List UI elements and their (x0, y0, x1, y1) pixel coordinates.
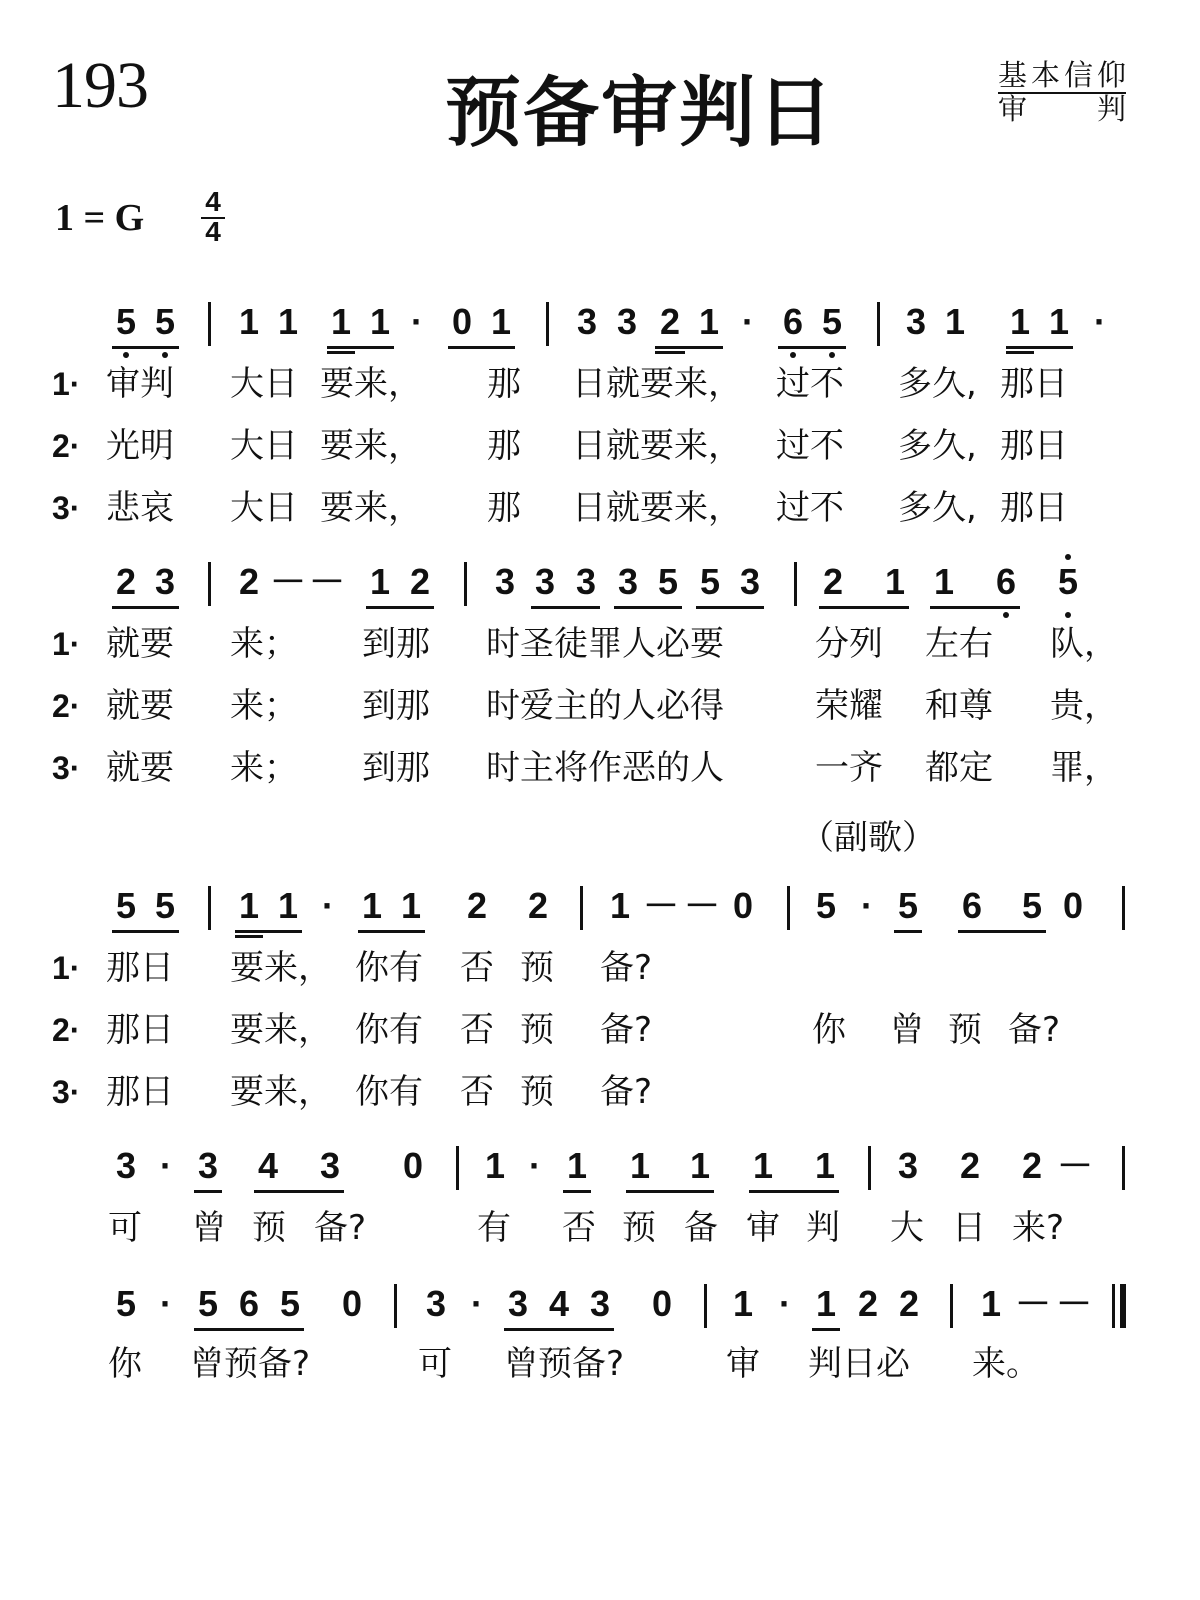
melody-line (0, 556, 1200, 616)
bar-line (787, 886, 790, 930)
lyric-text: 悲哀 (106, 488, 174, 528)
note: 0 (651, 1283, 673, 1324)
lyric-text: 要来， (320, 364, 422, 404)
verse-number: 3· (52, 1074, 81, 1110)
lyric-text: 预 (520, 1072, 554, 1112)
note: 1 (1009, 301, 1031, 342)
low-octave-dot (1003, 612, 1009, 618)
lyric-text: 要来， (230, 1072, 332, 1112)
note: · (160, 1145, 172, 1186)
lyric-text: 来； (230, 686, 298, 726)
lyric-text: 大 (890, 1208, 924, 1248)
note: 1 (400, 885, 422, 926)
note: 2 (115, 561, 137, 602)
lyric-text: 那日 (1000, 426, 1068, 466)
note: 5 (657, 561, 679, 602)
note: 4 (257, 1145, 279, 1186)
note: 1 (1048, 301, 1070, 342)
lyric-text: 你有 (355, 1010, 423, 1050)
note: · (160, 1283, 172, 1324)
lyric-text: 就要 (106, 748, 174, 788)
melody-line (0, 1278, 1200, 1338)
lyric-text: 那日 (106, 1072, 174, 1112)
note: 2 (409, 561, 431, 602)
lyric-text: 你 (108, 1344, 142, 1384)
note: 3 (576, 301, 598, 342)
note: － (1055, 1283, 1093, 1324)
note: 5 (699, 561, 721, 602)
beam-double-underline (1006, 351, 1034, 354)
note: 0 (402, 1145, 424, 1186)
low-octave-dot (790, 352, 796, 358)
note: － (683, 885, 721, 926)
note: 0 (1062, 885, 1084, 926)
hymn-subcategory: 审 判 (998, 92, 1126, 126)
lyric-text: 就要 (106, 686, 174, 726)
lyric-line (0, 622, 1200, 666)
bar-line (1112, 1284, 1115, 1328)
note: 1 (815, 1283, 837, 1324)
beam-underline (112, 930, 179, 933)
note: 6 (782, 301, 804, 342)
note: 1 (980, 1283, 1002, 1324)
lyric-text: 都定 (925, 748, 993, 788)
lyric-text: 要来， (320, 488, 422, 528)
lyric-text: 大日 (230, 364, 298, 404)
hymn-number: 193 (52, 49, 148, 122)
note: 6 (961, 885, 983, 926)
note: 3 (616, 301, 638, 342)
lyric-text: 可 (108, 1208, 142, 1248)
note: · (742, 301, 754, 342)
note: 1 (330, 301, 352, 342)
beam-underline (194, 1328, 304, 1331)
note: 1 (277, 301, 299, 342)
lyric-line (0, 746, 1200, 790)
note: 1 (566, 1145, 588, 1186)
lyric-text: 那日 (1000, 488, 1068, 528)
time-signature-bottom: 4 (205, 216, 221, 247)
lyric-text: 可 (418, 1344, 452, 1384)
lyric-line (0, 362, 1200, 406)
lyric-text: 时爱主的人必得 (486, 686, 724, 726)
note: － (1014, 1283, 1052, 1324)
lyric-text: 要来， (320, 426, 422, 466)
verse-number: 2· (52, 688, 81, 724)
lyric-text: 过不 (776, 364, 844, 404)
lyric-text: 要来， (230, 948, 332, 988)
beam-underline (894, 930, 922, 933)
beam-double-underline (655, 351, 685, 354)
lyric-text: 过不 (776, 426, 844, 466)
beam-double-underline (327, 351, 355, 354)
low-octave-dot (1065, 612, 1071, 618)
beam-underline (366, 606, 434, 609)
note: 3 (154, 561, 176, 602)
note: 5 (1021, 885, 1043, 926)
lyric-text: 日 (952, 1208, 986, 1248)
lyric-line (0, 946, 1200, 990)
beam-underline (778, 346, 846, 349)
lyric-text: 来； (230, 624, 298, 664)
beam-underline (1006, 346, 1073, 349)
beam-underline (112, 346, 179, 349)
note: 1 (689, 1145, 711, 1186)
bar-line (794, 562, 797, 606)
lyric-text: 否 (460, 1010, 494, 1050)
note: 1 (732, 1283, 754, 1324)
bar-line (464, 562, 467, 606)
lyric-text: 你有 (355, 948, 423, 988)
note: 0 (451, 301, 473, 342)
note: 5 (154, 301, 176, 342)
lyric-text: 大日 (230, 488, 298, 528)
lyric-text: 否 (460, 948, 494, 988)
lyric-text: 一齐 (815, 748, 883, 788)
note: 3 (575, 561, 597, 602)
beam-underline (327, 346, 394, 349)
lyric-text: 预 (520, 1010, 554, 1050)
verse-number: 1· (52, 366, 81, 402)
melody-line (0, 296, 1200, 356)
note: 2 (527, 885, 549, 926)
lyric-text: 曾 (890, 1010, 924, 1050)
lyric-text: 否 (562, 1208, 596, 1248)
note: 3 (319, 1145, 341, 1186)
beam-underline (958, 930, 1046, 933)
note: 5 (197, 1283, 219, 1324)
lyric-text: 来； (230, 748, 298, 788)
lyric-text: 备? (600, 948, 653, 988)
bar-line (877, 302, 880, 346)
lyric-text: 多久, (898, 426, 977, 466)
refrain-label: （副歌） (800, 818, 936, 858)
beam-underline (112, 606, 179, 609)
note: 5 (815, 885, 837, 926)
note: 5 (115, 1283, 137, 1324)
note: － (269, 561, 307, 602)
lyric-line (0, 1008, 1200, 1052)
beam-underline (696, 606, 764, 609)
bar-line (456, 1146, 459, 1190)
note: 6 (238, 1283, 260, 1324)
note: 1 (490, 301, 512, 342)
note: 3 (905, 301, 927, 342)
note: 1 (698, 301, 720, 342)
note: 2 (238, 561, 260, 602)
note: 1 (277, 885, 299, 926)
lyric-text: 日就要来， (572, 488, 742, 528)
lyric-text: 和尊 (925, 686, 993, 726)
bar-line (868, 1146, 871, 1190)
low-octave-dot (829, 352, 835, 358)
lyric-text: 判日必 (808, 1344, 910, 1384)
lyric-text: 贵， (1050, 686, 1118, 726)
lyric-text: 要来， (230, 1010, 332, 1050)
note: 3 (589, 1283, 611, 1324)
note: 6 (995, 561, 1017, 602)
lyric-text: 荣耀 (815, 686, 883, 726)
lyric-text: 就要 (106, 624, 174, 664)
note: 2 (959, 1145, 981, 1186)
final-bar-line (1120, 1284, 1126, 1328)
lyric-text: 多久, (898, 488, 977, 528)
lyric-text: 过不 (776, 488, 844, 528)
note: 1 (238, 885, 260, 926)
note: 5 (115, 885, 137, 926)
hymn-title: 预备审判日 (445, 68, 835, 157)
lyric-line (0, 486, 1200, 530)
lyric-text: 那日 (1000, 364, 1068, 404)
verse-number: 1· (52, 626, 81, 662)
bar-line (1122, 886, 1125, 930)
low-octave-dot (162, 352, 168, 358)
bar-line (208, 302, 211, 346)
verse-number: 3· (52, 490, 81, 526)
note: · (471, 1283, 483, 1324)
lyric-text: 分列 (815, 624, 883, 664)
lyric-text: 那日 (106, 948, 174, 988)
note: 5 (279, 1283, 301, 1324)
lyric-text: 左右 (925, 624, 993, 664)
note: 5 (897, 885, 919, 926)
note: 3 (739, 561, 761, 602)
lyric-text: 曾预备? (504, 1344, 625, 1384)
note: 2 (898, 1283, 920, 1324)
beam-underline (504, 1328, 614, 1331)
beam-underline (749, 1190, 839, 1193)
beam-underline (235, 930, 302, 933)
key-signature: 1 = G (55, 197, 145, 239)
note: 5 (154, 885, 176, 926)
lyric-text: 曾预备? (190, 1344, 311, 1384)
note: 1 (814, 1145, 836, 1186)
hymn-category: 基本信仰 (998, 58, 1126, 92)
lyric-text: 有 (477, 1208, 511, 1248)
lyric-line (0, 1342, 1200, 1386)
lyric-line (0, 684, 1200, 728)
lyric-text: 大日 (230, 426, 298, 466)
lyric-text: 日就要来， (572, 364, 742, 404)
note: 4 (548, 1283, 570, 1324)
lyric-text: 到那 (362, 624, 430, 664)
note: · (411, 301, 423, 342)
lyric-text: 多久, (898, 364, 977, 404)
lyric-text: 备? (1008, 1010, 1061, 1050)
note: · (1094, 301, 1106, 342)
note: · (861, 885, 873, 926)
lyric-text: 那日 (106, 1010, 174, 1050)
lyric-text: 来? (1012, 1208, 1065, 1248)
beam-underline (358, 930, 425, 933)
note: 3 (425, 1283, 447, 1324)
lyric-text: 到那 (362, 686, 430, 726)
lyric-text: 备? (600, 1010, 653, 1050)
lyric-text: 预 (252, 1208, 286, 1248)
note: 3 (115, 1145, 137, 1186)
lyric-text: 光明 (106, 426, 174, 466)
bar-line (208, 562, 211, 606)
note: － (642, 885, 680, 926)
note: 5 (821, 301, 843, 342)
beam-underline (812, 1328, 840, 1331)
bar-line (208, 886, 211, 930)
beam-underline (655, 346, 723, 349)
note: 0 (341, 1283, 363, 1324)
bar-line (580, 886, 583, 930)
verse-number: 3· (52, 750, 81, 786)
beam-underline (448, 346, 515, 349)
note: 3 (494, 561, 516, 602)
time-signature-top: 4 (205, 186, 221, 217)
beam-underline (531, 606, 600, 609)
note: 1 (238, 301, 260, 342)
note: 2 (822, 561, 844, 602)
bar-line (704, 1284, 707, 1328)
lyric-text: 那 (487, 364, 521, 404)
beam-underline (194, 1190, 222, 1193)
beam-underline (254, 1190, 344, 1193)
lyric-text: 你有 (355, 1072, 423, 1112)
lyric-text: 队， (1050, 624, 1118, 664)
note: 3 (507, 1283, 529, 1324)
note: 2 (466, 885, 488, 926)
lyric-text: 到那 (362, 748, 430, 788)
note: 1 (933, 561, 955, 602)
bar-line (950, 1284, 953, 1328)
note: 1 (884, 561, 906, 602)
lyric-text: 时主将作恶的人 (486, 748, 724, 788)
lyric-text: 备? (600, 1072, 653, 1112)
note: 1 (629, 1145, 651, 1186)
lyric-line (0, 424, 1200, 468)
bar-line (1122, 1146, 1125, 1190)
lyric-text: 罪， (1050, 748, 1118, 788)
beam-underline (563, 1190, 591, 1193)
lyric-text: 审判 (106, 364, 174, 404)
lyric-text: 时圣徒罪人必要 (486, 624, 724, 664)
note: · (322, 885, 334, 926)
beam-underline (626, 1190, 714, 1193)
lyric-text: 预 (622, 1208, 656, 1248)
lyric-text: 那 (487, 426, 521, 466)
note: 1 (361, 885, 383, 926)
note: 1 (369, 301, 391, 342)
beam-underline (819, 606, 909, 609)
note: 1 (752, 1145, 774, 1186)
beam-underline (614, 606, 682, 609)
verse-number: 2· (52, 428, 81, 464)
note: 5 (115, 301, 137, 342)
note: · (779, 1283, 791, 1324)
lyric-text: 你 (812, 1010, 846, 1050)
melody-line (0, 880, 1200, 940)
note: 1 (369, 561, 391, 602)
lyric-text: 预 (520, 948, 554, 988)
note: － (308, 561, 346, 602)
lyric-text: 曾 (192, 1208, 226, 1248)
low-octave-dot (123, 352, 129, 358)
lyric-line (0, 1070, 1200, 1114)
beam-underline (930, 606, 1020, 609)
lyric-text: 预 (948, 1010, 982, 1050)
bar-line (394, 1284, 397, 1328)
note: · (529, 1145, 541, 1186)
verse-number: 2· (52, 1012, 81, 1048)
note: － (1056, 1145, 1094, 1186)
note: 1 (609, 885, 631, 926)
note: 3 (534, 561, 556, 602)
lyric-text: 判 (806, 1208, 840, 1248)
lyric-line (0, 1206, 1200, 1250)
beam-double-underline (235, 935, 263, 938)
note: 1 (944, 301, 966, 342)
lyric-text: 日就要来， (572, 426, 742, 466)
lyric-text: 来。 (972, 1344, 1040, 1384)
lyric-text: 否 (460, 1072, 494, 1112)
verse-number: 1· (52, 950, 81, 986)
note: 2 (857, 1283, 879, 1324)
note: 3 (617, 561, 639, 602)
lyric-text: 那 (487, 488, 521, 528)
bar-line (546, 302, 549, 346)
melody-line (0, 1140, 1200, 1200)
note: 2 (659, 301, 681, 342)
lyric-text: 备? (314, 1208, 367, 1248)
note: 3 (897, 1145, 919, 1186)
note: 1 (484, 1145, 506, 1186)
note: 3 (197, 1145, 219, 1186)
lyric-text: 审 (726, 1344, 760, 1384)
high-octave-dot (1065, 554, 1071, 560)
note: 2 (1021, 1145, 1043, 1186)
note: 0 (732, 885, 754, 926)
lyric-text: 审 (746, 1208, 780, 1248)
lyric-text: 备 (684, 1208, 718, 1248)
note: 5 (1057, 561, 1079, 602)
